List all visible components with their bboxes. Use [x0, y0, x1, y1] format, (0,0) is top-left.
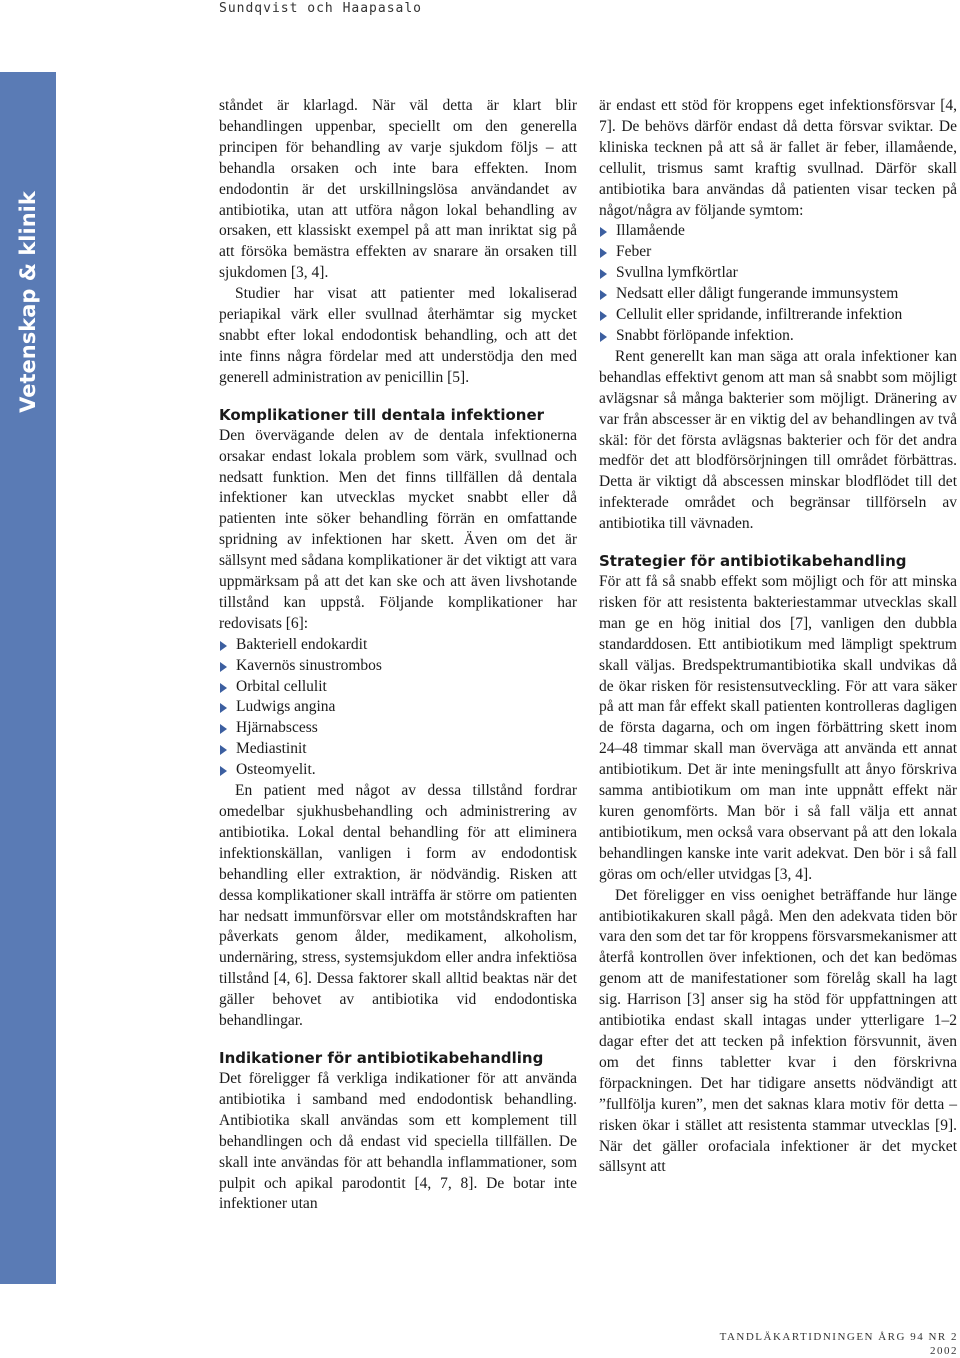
- paragraph: Studier har visat att patienter med lokaliserad periapikal värk eller svullnad återhämtar sig mycket snabbt efter lokal endodontisk behandling, och att det inte finns några fördelar med att understödja den med generell administration av penicillin [5].: [219, 285, 577, 386]
- complications-list: [219, 635, 577, 781]
- section-sidebar: [0, 72, 56, 1284]
- paragraph: Det föreligger en viss oenighet beträffande hur länge antibiotikakuren skall pågå. Men den adekvata tiden bör vara den som det tar för kroppens försvarsmekanismer att återfå kontrollen över infektionen, och det kan bedömas genom att de manifestationer som förelåg skall ha lagt sig. Harrison [3] anser sig ha stöd för uppfattningen att antibiotika endast skall intagas under ytterligare 1–2 dagar efter det att tecken på infektion försvunnit, även om det finns tabletter kvar i den förskrivna förpackningen. Det har tidigare ansetts nödvändigt att ”fullfölja kuren”, men det saknas klara motiv för detta – risken ökar i stället att resistenta stammar utvecklas [9]. När det gäller orofaciala infektioner är det mycket sällsynt att: [599, 886, 957, 1176]
- list-item: Mediastinit: [219, 739, 577, 760]
- list-item: Hjärnabscess: [219, 718, 577, 739]
- section-heading: Komplikationer till dentala infektioner: [219, 405, 545, 424]
- paragraph: ståndet är klarlagd. När väl detta är klart blir behandlingen uppenbar, speciellt om den generella principen för behandling av varje sjukdom följs – att behandla orsaken och inte bara effekten. Inom endodontin är det urskillningslösa användandet av antibiotika, utan att utföra någon lokal behandling av orsaken, ett klassiskt exempel på att man inriktat sig på att försöka bemästra effekten av snarare än orsaken till sjukdomen [3, 4].: [219, 97, 577, 282]
- section-label: Vetenskap & klinik: [16, 191, 40, 413]
- symptoms-list: [599, 221, 957, 346]
- list-item: Cellulit eller spridande, infiltrerande infektion: [599, 305, 957, 326]
- running-header-author: Sundqvist och Haapasalo: [219, 1, 423, 16]
- list-item: Snabbt förlöpande infektion.: [599, 326, 957, 347]
- list-item: Feber: [599, 242, 957, 263]
- list-item: Orbital cellulit: [219, 677, 577, 698]
- list-item: Osteomyelit.: [219, 760, 577, 781]
- paragraph: En patient med något av dessa tillstånd fordrar omedelbar sjukhusbehandling och administrering av antibiotika. Lokal dental behandling för att eliminera infektionskällan, vanligen i form av endodontisk behandling eller extraktion, är nödvändig. Risken att dessa komplikationer skall inträffa är större om patienten har nedsatt immunförsvar eller om motståndskraften har påverkats genom ålder, medikament, alkoholism, undernäring, stress, systemsjukdom eller andra infektiösa tillstånd [4, 6]. Dessa faktorer skall alltid beaktas när det gäller behovet av antibiotika vid endodontiska behandlingar.: [219, 782, 577, 1030]
- right-column: [599, 96, 957, 1178]
- running-footer-journal: TANDLÄKARTIDNINGEN ÅRG 94 NR 2 2002: [719, 1331, 958, 1357]
- paragraph: Den övervägande delen av de dentala infektionerna orsakar endast lokala problem som värk, svullnad och nedsatt funktion. Men det finns tillfällen då dentala infektioner kan utvecklas mycket snabbt eller då patienten inte söker behandling förrän en omfattande spridning av infektionen har skett. Även om det är sällsynt med sådana komplikationer är det viktigt att vara uppmärksam på att det kan ske och att även livshotande tillstånd kan uppstå. Följande komplikationer har redovisats [6]:: [219, 426, 577, 632]
- section-heading: Indikationer för antibiotikabehandling: [219, 1048, 544, 1067]
- list-item: Illamående: [599, 221, 957, 242]
- paragraph: Rent generellt kan man säga att orala infektioner kan behandlas effektivt genom att man så snabbt som möjligt avlägsnar så många bakterier som möjligt. Dränering av var från abscesser är en viktig del av behandlingen av två skäl: för det första avlägsnas bakterier och för det andra medför det att blodförsörjningen till området förbättras. Detta är viktigt då abscessen minskar blodflödet till det infekterade området och begränsar tillförseln av antibiotika till vävnaden.: [599, 347, 957, 533]
- left-column: [219, 96, 577, 1215]
- list-item: Nedsatt eller dåligt fungerande immunsystem: [599, 284, 957, 305]
- list-item: Bakteriell endokardit: [219, 635, 577, 656]
- paragraph: För att få så snabb effekt som möjligt och för att minska risken för att resistenta bakteriestammar utvecklas skall man ge en hög initial dos [7], vanligen den dubbla standarddosen. Ett antibiotikum med lämpligt spektrum skall väljas. Bredspektrumantibiotika skall undvikas då de ökar risken för resistensutveckling. För att vara säker på att man får effekt skall patienten kontrolleras dagligen de första dagarna, och om ingen förbättring skett inom 24–48 timmar skall man överväga att använda ett annat antibiotikum. Det är inte meningsfullt att ånyo förskriva samma antibiotikum om man inte uppnått effekt när kuren genomförts. Man bör i så fall välja ett annat antibiotikum, men också vara observant på att den lokala behandlingen kanske inte varit adekvat. Den bör i så fall göras om och/eller utvidgas [3, 4].: [599, 573, 957, 883]
- list-item: Kavernös sinustrombos: [219, 656, 577, 677]
- list-item: Svullna lymfkörtlar: [599, 263, 957, 284]
- section-heading: Strategier för antibiotikabehandling: [599, 552, 907, 571]
- paragraph: Det föreligger få verkliga indikationer för att använda antibiotika i samband med endodontisk behandling. Antibiotika skall användas som ett komplement till behandlingen och då endast vid speciella tillfällen. De skall inte användas för att behandla inflammationer, som pulpit och apikal parodontit [4, 7, 8]. De botar inte infektioner utan: [219, 1069, 577, 1213]
- paragraph: är endast ett stöd för kroppens eget infektionsförsvar [4, 7]. De behövs därför endast då detta försvar sviktar. De kliniska tecknen på att så är fallet är feber, illamående, cellulit, trismus samt kraftig svullnad. Därför skall antibiotika bara användas då patienten visar tecken på något/några av följande symtom:: [599, 97, 957, 219]
- list-item: Ludwigs angina: [219, 697, 577, 718]
